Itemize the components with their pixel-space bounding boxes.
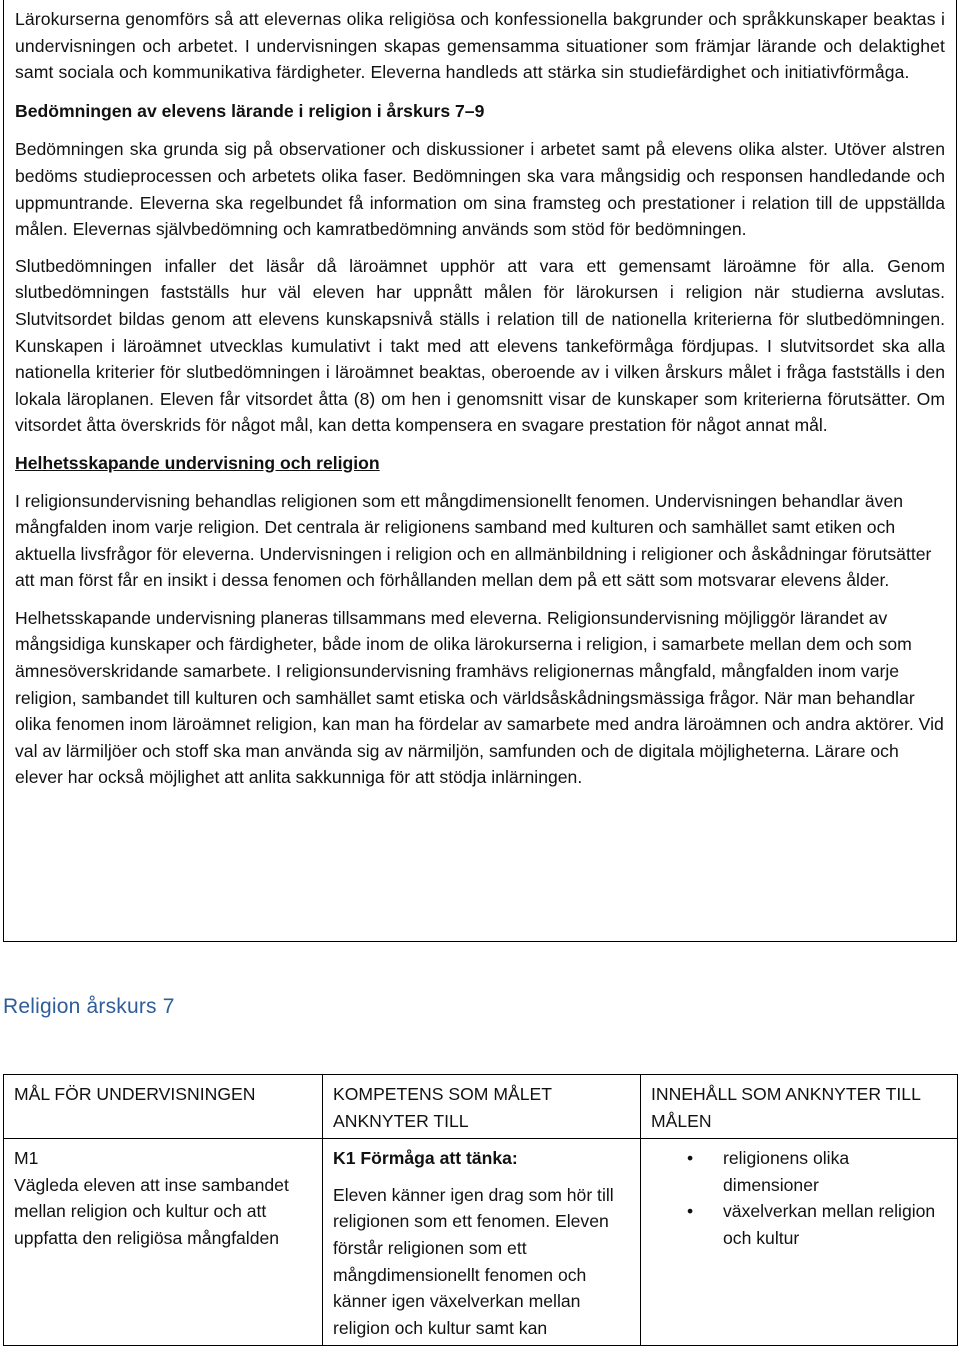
- goal-cell: [4, 1139, 323, 1346]
- table-row: [4, 1139, 958, 1346]
- content-item: religionens olika dimensioner: [723, 1148, 850, 1195]
- grade-heading: Religion årskurs 7: [3, 995, 175, 1018]
- content-list: [651, 1145, 947, 1251]
- bullet-icon: •: [687, 1148, 694, 1169]
- header-competence: KOMPETENS SOM MÅLET ANKNYTER TILL: [323, 1075, 641, 1139]
- holistic-heading: Helhetsskapande undervisning och religion: [15, 452, 380, 473]
- table-header-row: [4, 1075, 958, 1139]
- curriculum-table: [3, 1074, 958, 1346]
- intro-paragraph: Lärokurserna genomförs så att elevernas olika religiösa och konfessionella bakgrunder och språkkunskaper beaktas i undervisningen och arbetet. I undervisningen skapas gemensamma situationer som främjar lärande och delaktighet samt sociala och kommunikativa färdigheter. Eleverna handleds att stärka sin studiefärdighet och initiativförmåga.: [15, 9, 945, 83]
- assessment-paragraph-2: Slutbedömningen infaller det läsår då läroämnet upphör att vara ett gemensamt läroämne för alla. Genom slutbedömningen fastställs hur väl eleven har uppnått målen för lärokursen i religion när studierna avslutas. Slutvitsordet bildas genom att elevens kunskapsnivå ställs i relation till de nationella kriterierna för slutbedömningen. Kunskapen i läroämnet utvecklas kumulativt i takt med att elevens tankeförmåga fördjupas. I slutvitsordet ska alla nationella kriterier för slutbedömningen i läroämnet beaktas, oberoende av i vilken årskurs målet i fråga fastställs i den lokala läroplanen. Eleven får vitsordet åtta (8) om hen i genomsnitt visar de kunskaper som kriterierna förutsätter. Om vitsordet åtta överskrids för något mål, kan detta kompensera en svagare prestation för något annat mål.: [15, 255, 945, 436]
- bullet-icon: •: [687, 1201, 694, 1222]
- content-item: växelverkan mellan religion och kultur: [723, 1201, 936, 1248]
- assessment-paragraph-1: Bedömningen ska grunda sig på observationer och diskussioner i arbetet samt på elevens olika alster. Utöver alstren bedöms studieprocessen och arbetets olika faser. Bedömningen ska vara mångsidig och responsen handledande och uppmuntrande. Eleverna ska regelbundet få information om sina framsteg och prestationer i relation till de uppställda målen. Elevernas självbedömning och kamratbedömning används som stöd för bedömningen.: [15, 139, 945, 240]
- assessment-heading: Bedömningen av elevens lärande i religion i årskurs 7–9: [15, 100, 485, 121]
- list-item: [651, 1198, 947, 1251]
- competence-cell: [323, 1139, 641, 1346]
- holistic-paragraph-2: Helhetsskapande undervisning planeras tillsammans med eleverna. Religionsundervisning möjliggör lärandet av mångsidiga kunskaper och färdigheter, både inom de olika lärokurserna i religion, i samarbete mellan dem och som ämnesöverskridande samarbete. I religionsundervisning framhävs religionernas mångfald, mångfalden inom varje religion, sambandet till kulturen och samhället samt etiska och världsåskådningsmässiga frågor. När man behandlar olika fenomen inom läroämnet religion, kan man ha fördelar av samarbete med andra läroämnen och andra aktörer. Vid val av lärmiljöer och stoff ska man använda sig av närmiljön, samfunden och de digitala möjligheterna. Lärare och elever har också möjlighet att anlita sakkunniga för att stödja inlärningen.: [15, 607, 944, 788]
- header-goals: MÅL FÖR UNDERVISNINGEN: [4, 1075, 323, 1139]
- list-item: [651, 1145, 947, 1198]
- competence-text: Eleven känner igen drag som hör till religionen som ett fenomen. Eleven förstår religionen som ett mångdimensionellt fenomen och känner igen växelverkan mellan religion och kultur samt kan: [333, 1184, 614, 1338]
- holistic-paragraph-1: I religionsundervisning behandlas religionen som ett mångdimensionellt fenomen. Undervisningen behandlar även mångfalden inom varje religion. Det centrala är religionens samband med kulturen och samhället samt etiken och aktuella livsfrågor för eleverna. Undervisningen i religion och en allmänbildning i religioner och åskådningar förutsätter att man först får en insikt i dessa fenomen och förhållanden mellan dem på ett sätt som motsvarar elevens ålder.: [15, 490, 932, 591]
- goal-code: M1: [14, 1148, 39, 1169]
- competence-title: K1 Förmåga att tänka:: [333, 1148, 518, 1169]
- goal-text: Vägleda eleven att inse sambandet mellan religion och kultur och att uppfatta den religiösa mångfalden: [14, 1174, 289, 1248]
- content-cell: [641, 1139, 958, 1346]
- text-box: [3, 0, 957, 942]
- header-content: INNEHÅLL SOM ANKNYTER TILL MÅLEN: [641, 1075, 958, 1139]
